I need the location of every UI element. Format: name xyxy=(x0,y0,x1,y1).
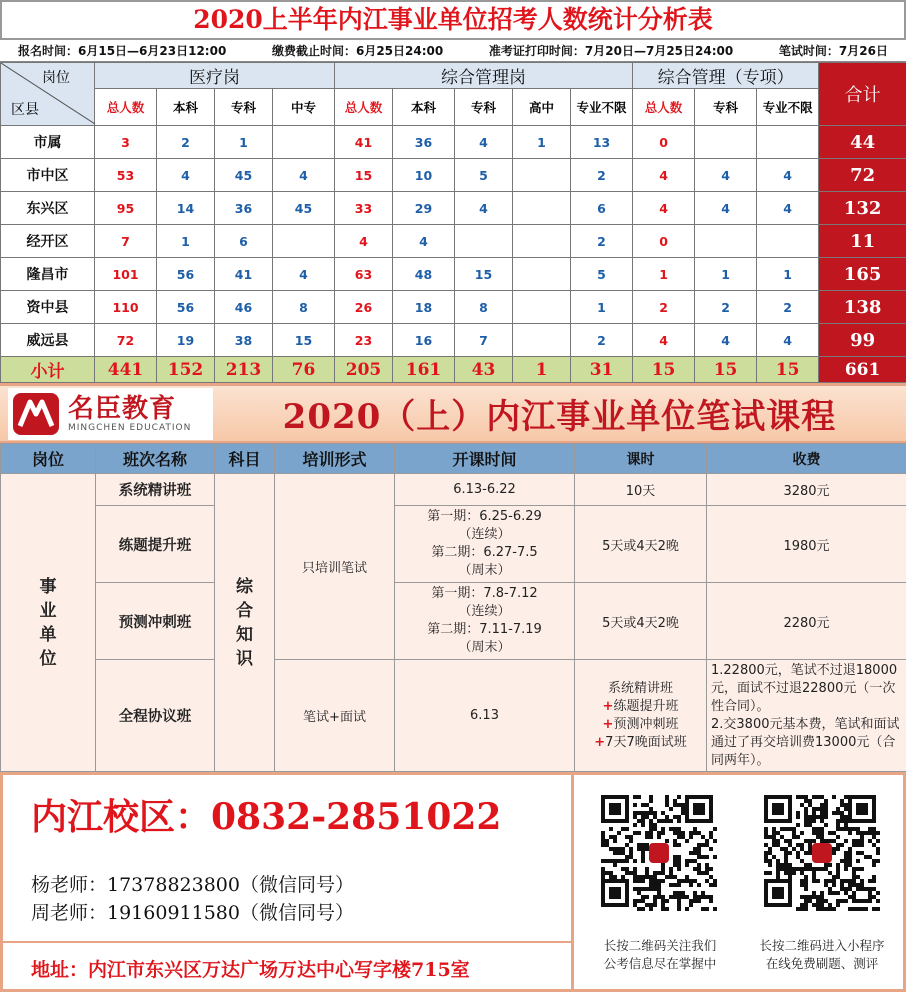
count-cell: 205 xyxy=(335,357,393,383)
hours-line-text: 预测冲刺班 xyxy=(613,716,679,732)
count-cell xyxy=(757,126,819,159)
qr1-caption xyxy=(580,937,740,973)
plus-sign: + xyxy=(602,716,614,732)
count-cell: 4 xyxy=(273,159,335,192)
count-cell: 110 xyxy=(95,291,157,324)
subheader-cell: 高中 xyxy=(513,89,571,126)
date-bar xyxy=(0,40,906,62)
count-cell: 2 xyxy=(571,225,633,258)
count-cell: 1 xyxy=(513,126,571,159)
count-cell: 1 xyxy=(571,291,633,324)
count-cell: 13 xyxy=(571,126,633,159)
count-cell: 76 xyxy=(273,357,335,383)
teacher-yang: 杨老师：17378823800（微信同号） xyxy=(31,874,354,896)
total-cell: 132 xyxy=(819,192,906,225)
count-cell: 4 xyxy=(455,192,513,225)
total-cell: 72 xyxy=(819,159,906,192)
group-medical: 医疗岗 xyxy=(95,63,335,89)
stats-table xyxy=(0,62,906,383)
count-cell: 15 xyxy=(273,324,335,357)
subject-cell xyxy=(215,474,275,772)
contact-section xyxy=(0,772,906,992)
fee: 2280元 xyxy=(707,583,906,660)
hours-line xyxy=(575,734,706,752)
time-line: 第一期：7.8-7.12 xyxy=(431,586,538,601)
subheader-cell: 总人数 xyxy=(633,89,695,126)
region-row xyxy=(1,192,906,225)
fee-line: 1.22800元，笔试不过退18000元，面试不过退22800元（一次性合同）。 xyxy=(711,662,898,714)
region-name: 小计 xyxy=(1,357,95,383)
teacher-zhou: 周老师：19160911580（微信同号） xyxy=(31,902,354,924)
count-cell: 4 xyxy=(757,324,819,357)
count-cell: 4 xyxy=(633,159,695,192)
count-cell xyxy=(695,126,757,159)
count-cell: 36 xyxy=(393,126,455,159)
count-cell: 3 xyxy=(95,126,157,159)
count-cell xyxy=(695,225,757,258)
count-cell: 1 xyxy=(215,126,273,159)
time-line: （周末） xyxy=(458,640,511,655)
course-header-row xyxy=(1,444,906,474)
total-cell: 99 xyxy=(819,324,906,357)
count-cell: 4 xyxy=(633,192,695,225)
subheader-cell: 专科 xyxy=(215,89,273,126)
count-cell: 23 xyxy=(335,324,393,357)
count-cell: 19 xyxy=(157,324,215,357)
total-cell: 661 xyxy=(819,357,906,383)
time-line: （连续） xyxy=(458,527,511,542)
count-cell: 0 xyxy=(633,225,695,258)
address: 地址：内江市东兴区万达广场万达中心写字楼715室 xyxy=(31,959,470,981)
hours-line-text: 7天7晚面试班 xyxy=(605,734,687,750)
count-cell xyxy=(513,324,571,357)
subtotal-row xyxy=(1,357,906,383)
count-cell: 2 xyxy=(633,291,695,324)
count-cell: 95 xyxy=(95,192,157,225)
class-name: 系统精讲班 xyxy=(96,474,215,506)
subheader-cell: 总人数 xyxy=(335,89,393,126)
region-name: 市中区 xyxy=(1,159,95,192)
count-cell: 2 xyxy=(695,291,757,324)
count-cell: 6 xyxy=(571,192,633,225)
page-title: 2020上半年内江事业单位招考人数统计分析表 xyxy=(0,0,906,40)
qr-code-icon[interactable] xyxy=(601,795,717,911)
time-line: 第一期：6.25-6.29 xyxy=(427,509,542,524)
count-cell: 18 xyxy=(393,291,455,324)
count-cell xyxy=(455,225,513,258)
qr-panel xyxy=(574,772,906,992)
format-cell: 只培训笔试 xyxy=(275,474,395,660)
count-cell: 41 xyxy=(335,126,393,159)
count-cell: 31 xyxy=(571,357,633,383)
qr2-caption xyxy=(742,937,902,973)
count-cell: 2 xyxy=(757,291,819,324)
subheader-row xyxy=(1,89,906,126)
count-cell: 41 xyxy=(215,258,273,291)
corner-county-label: 区县 xyxy=(11,102,39,118)
count-cell xyxy=(513,159,571,192)
count-cell: 53 xyxy=(95,159,157,192)
count-cell: 45 xyxy=(273,192,335,225)
subject-char: 合 xyxy=(236,600,253,621)
format-cell: 笔试+面试 xyxy=(275,660,395,772)
post-char: 事 xyxy=(39,576,57,597)
count-cell xyxy=(513,225,571,258)
region-name: 威远县 xyxy=(1,324,95,357)
class-name: 练题提升班 xyxy=(96,506,215,583)
count-cell: 45 xyxy=(215,159,273,192)
count-cell: 46 xyxy=(215,291,273,324)
banner-title: 2020（上）内江事业单位笔试课程 xyxy=(282,397,837,437)
subheader-cell: 中专 xyxy=(273,89,335,126)
admission-date: 准考证打印时间：7月20日—7月25日24:00 xyxy=(488,44,734,58)
subheader-cell: 专科 xyxy=(695,89,757,126)
hours: 5天或4天2晚 xyxy=(575,506,707,583)
total-header: 合计 xyxy=(819,63,906,126)
count-cell: 101 xyxy=(95,258,157,291)
count-cell: 1 xyxy=(633,258,695,291)
hdr-subject: 科目 xyxy=(215,444,275,474)
subheader-cell: 本科 xyxy=(393,89,455,126)
count-cell xyxy=(273,126,335,159)
exam-date: 笔试时间：7月26日 xyxy=(778,44,888,58)
count-cell: 15 xyxy=(455,258,513,291)
corner-cell xyxy=(1,63,95,126)
count-cell: 4 xyxy=(695,192,757,225)
count-cell: 63 xyxy=(335,258,393,291)
count-cell: 161 xyxy=(393,357,455,383)
teachers xyxy=(31,871,354,927)
hours: 10天 xyxy=(575,474,707,506)
region-row xyxy=(1,291,906,324)
divider xyxy=(3,941,571,943)
logo xyxy=(8,388,213,440)
post-char: 位 xyxy=(39,648,57,669)
count-cell: 2 xyxy=(157,126,215,159)
hdr-post: 岗位 xyxy=(1,444,96,474)
post-char: 业 xyxy=(39,600,57,621)
count-cell: 26 xyxy=(335,291,393,324)
post-text xyxy=(1,575,95,671)
hdr-class-name: 班次名称 xyxy=(96,444,215,474)
contact-info xyxy=(0,772,574,992)
course-row xyxy=(1,474,906,506)
count-cell: 48 xyxy=(393,258,455,291)
count-cell: 4 xyxy=(695,159,757,192)
subject-char: 知 xyxy=(236,624,253,645)
course-banner xyxy=(0,383,906,443)
region-name: 东兴区 xyxy=(1,192,95,225)
count-cell: 15 xyxy=(757,357,819,383)
count-cell: 14 xyxy=(157,192,215,225)
total-cell: 44 xyxy=(819,126,906,159)
campus-phone: 内江校区：0832-2851022 xyxy=(31,796,502,838)
count-cell: 213 xyxy=(215,357,273,383)
count-cell xyxy=(513,192,571,225)
hdr-format: 培训形式 xyxy=(275,444,395,474)
subject-char: 综 xyxy=(236,576,253,597)
count-cell: 15 xyxy=(633,357,695,383)
region-name: 资中县 xyxy=(1,291,95,324)
region-name: 隆昌市 xyxy=(1,258,95,291)
hours: 5天或4天2晚 xyxy=(575,583,707,660)
count-cell: 2 xyxy=(571,159,633,192)
hours-line xyxy=(575,698,706,716)
fee: 3280元 xyxy=(707,474,906,506)
subheader-cell: 专业不限 xyxy=(757,89,819,126)
course-row xyxy=(1,506,906,583)
subheader-cell: 总人数 xyxy=(95,89,157,126)
payment-date: 缴费截止时间：6月25日24:00 xyxy=(271,44,444,58)
count-cell: 1 xyxy=(157,225,215,258)
count-cell: 4 xyxy=(157,159,215,192)
caption-line: 在线免费刷题、测评 xyxy=(765,956,879,971)
count-cell: 56 xyxy=(157,258,215,291)
group-management: 综合管理岗 xyxy=(335,63,633,89)
count-cell: 15 xyxy=(335,159,393,192)
corner-post-label: 岗位 xyxy=(42,70,70,86)
count-cell: 4 xyxy=(335,225,393,258)
count-cell: 6 xyxy=(215,225,273,258)
start-time xyxy=(395,583,575,660)
count-cell: 5 xyxy=(455,159,513,192)
hours-line-text: 练题提升班 xyxy=(613,698,679,714)
hdr-hours: 课时 xyxy=(575,444,707,474)
course-row xyxy=(1,583,906,660)
time-line: （周末） xyxy=(458,563,511,578)
count-cell: 0 xyxy=(633,126,695,159)
region-row xyxy=(1,159,906,192)
caption-line: 长按二维码关注我们 xyxy=(603,938,717,953)
count-cell: 43 xyxy=(455,357,513,383)
region-row xyxy=(1,324,906,357)
region-row xyxy=(1,126,906,159)
subheader-cell: 本科 xyxy=(157,89,215,126)
hdr-start-time: 开课时间 xyxy=(395,444,575,474)
subheader-cell: 专业不限 xyxy=(571,89,633,126)
hours-line xyxy=(575,716,706,734)
hours xyxy=(575,660,707,772)
count-cell: 72 xyxy=(95,324,157,357)
plus-sign: + xyxy=(594,734,606,750)
count-cell: 5 xyxy=(571,258,633,291)
start-time xyxy=(395,506,575,583)
total-cell: 11 xyxy=(819,225,906,258)
count-cell: 441 xyxy=(95,357,157,383)
subject-text xyxy=(215,575,274,671)
subject-char: 识 xyxy=(236,648,253,669)
count-cell: 38 xyxy=(215,324,273,357)
caption-line: 公考信息尽在掌握中 xyxy=(603,956,717,971)
count-cell: 4 xyxy=(393,225,455,258)
fee: 1980元 xyxy=(707,506,906,583)
register-date: 报名时间：6月15日—6月23日12:00 xyxy=(18,44,227,58)
count-cell: 4 xyxy=(695,324,757,357)
count-cell: 29 xyxy=(393,192,455,225)
count-cell: 8 xyxy=(273,291,335,324)
region-name: 经开区 xyxy=(1,225,95,258)
count-cell xyxy=(757,225,819,258)
total-cell: 165 xyxy=(819,258,906,291)
course-row xyxy=(1,660,906,772)
hours-line: 系统精讲班 xyxy=(607,680,673,696)
count-cell: 10 xyxy=(393,159,455,192)
count-cell: 1 xyxy=(695,258,757,291)
group-special: 综合管理（专项） xyxy=(633,63,819,89)
region-row xyxy=(1,258,906,291)
start-time: 6.13-6.22 xyxy=(395,474,575,506)
class-name: 预测冲刺班 xyxy=(96,583,215,660)
count-cell: 16 xyxy=(393,324,455,357)
count-cell: 15 xyxy=(695,357,757,383)
total-cell: 138 xyxy=(819,291,906,324)
count-cell: 152 xyxy=(157,357,215,383)
fee xyxy=(707,660,906,772)
logo-en: MINGCHEN EDUCATION xyxy=(68,422,192,433)
region-name: 市属 xyxy=(1,126,95,159)
count-cell xyxy=(513,258,571,291)
fee-line: 2.交3800元基本费，笔试和面试通过了再交培训费13000元（合同两年）。 xyxy=(711,716,900,768)
caption-line: 长按二维码进入小程序 xyxy=(759,938,885,953)
course-table xyxy=(0,443,906,772)
class-name: 全程协议班 xyxy=(96,660,215,772)
count-cell: 8 xyxy=(455,291,513,324)
count-cell: 33 xyxy=(335,192,393,225)
post-char: 单 xyxy=(39,624,57,645)
count-cell: 2 xyxy=(571,324,633,357)
hdr-fee: 收费 xyxy=(707,444,906,474)
count-cell: 4 xyxy=(633,324,695,357)
time-line: （连续） xyxy=(458,604,511,619)
start-time: 6.13 xyxy=(395,660,575,772)
qr-code-icon[interactable] xyxy=(764,795,880,911)
count-cell: 7 xyxy=(455,324,513,357)
count-cell: 4 xyxy=(757,192,819,225)
count-cell: 56 xyxy=(157,291,215,324)
time-line: 第二期：7.11-7.19 xyxy=(427,622,542,637)
count-cell: 4 xyxy=(273,258,335,291)
logo-cn: 名臣教育 xyxy=(68,393,177,424)
count-cell: 1 xyxy=(757,258,819,291)
time-line: 第二期：6.27-7.5 xyxy=(431,545,538,560)
count-cell xyxy=(273,225,335,258)
count-cell: 4 xyxy=(455,126,513,159)
count-cell: 7 xyxy=(95,225,157,258)
count-cell: 4 xyxy=(757,159,819,192)
count-cell xyxy=(513,291,571,324)
post-cell xyxy=(1,474,96,772)
subheader-cell: 专科 xyxy=(455,89,513,126)
region-row xyxy=(1,225,906,258)
count-cell: 1 xyxy=(513,357,571,383)
mingchen-logo-icon xyxy=(12,392,60,436)
count-cell: 36 xyxy=(215,192,273,225)
plus-sign: + xyxy=(602,698,614,714)
